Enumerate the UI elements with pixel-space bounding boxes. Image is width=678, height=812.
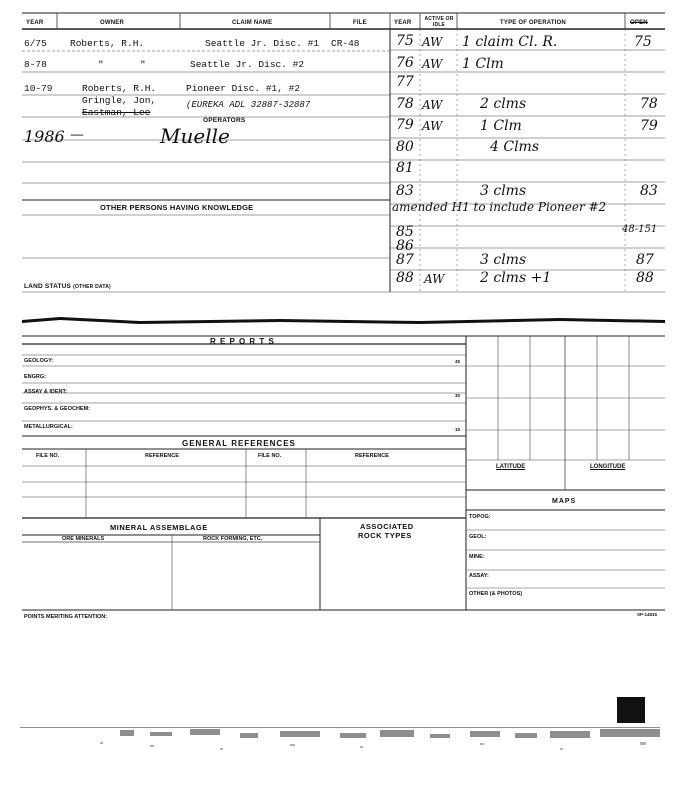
log-year-77: 77 [396, 74, 414, 90]
operators-label: OPERATORS [203, 117, 246, 124]
land-status-label [24, 283, 111, 290]
points-meriting-attention: POINTS MERITING ATTENTION: [24, 614, 108, 620]
general-refs-file-no-2: FILE NO. [258, 453, 282, 459]
owner-name-3: Roberts, R.H. [82, 83, 157, 94]
log-op-88: 2 clms +1 [480, 270, 552, 286]
log-note-78: 78 [640, 96, 658, 112]
header-owner: OWNER [100, 20, 124, 26]
log-op-78: 2 clms [480, 96, 527, 112]
claim-name-1: Seattle Jr. Disc. #1 [205, 38, 320, 49]
reports-engrg: ENGRG: [24, 374, 46, 380]
land-status-title: LAND STATUS [24, 283, 72, 290]
log-status-88: AW [424, 272, 445, 286]
header-year: YEAR [26, 20, 44, 26]
claim-name-2: Seattle Jr. Disc. #2 [190, 59, 305, 70]
log-year-86: 86 [396, 238, 414, 254]
header-file: FILE [353, 20, 367, 26]
reports-geophys: GEOPHYS. & GEOCHEM: [24, 406, 91, 412]
reports-geology-num: 45 [455, 359, 461, 364]
header-type-of-operation: TYPE OF OPERATION [500, 20, 566, 26]
log-year-85: 85 [396, 224, 414, 240]
form-number: SP-14815 [637, 612, 658, 617]
header-open: OPEN [630, 20, 648, 26]
land-status-sub: (OTHER DATA) [73, 284, 111, 290]
header-year-2: YEAR [394, 20, 412, 26]
log-year-87: 87 [396, 252, 414, 268]
log-year-75: 75 [396, 33, 414, 49]
owner-extra-1: Gringle, Jon, [82, 95, 157, 106]
log-note-88: 88 [636, 270, 654, 286]
maps-geol: GEOL: [469, 534, 487, 540]
log-note-85: 48-151 [622, 224, 658, 235]
log-status-79: AW [422, 119, 443, 133]
log-status-76: AW [422, 57, 443, 71]
owner-year-1: 6/75 [24, 38, 47, 49]
operator-dash: — [70, 127, 84, 143]
reports-title: R E P O R T S [210, 337, 275, 346]
log-year-83: 83 [396, 183, 414, 199]
operator-name: Muelle [160, 124, 230, 148]
reports-geology: GEOLOGY: [24, 358, 54, 364]
eureka-note: (EUREKA ADL 32887-32887 [186, 100, 311, 110]
log-year-80: 80 [396, 139, 414, 155]
file-1: CR-48 [331, 38, 360, 49]
owner-extra-2: Eastman, Lee [82, 107, 151, 118]
maps-mine: MINE: [469, 554, 485, 560]
maps-other: OTHER (& PHOTOS) [469, 591, 523, 597]
longitude-label: LONGITUDE [590, 464, 626, 470]
log-op-76: 1 Clm [462, 56, 504, 72]
owner-name-2: " [98, 59, 104, 70]
log-note-79: 79 [640, 118, 658, 134]
general-refs-reference: REFERENCE [145, 453, 179, 459]
log-status-75: AW [422, 35, 443, 49]
reports-metallurgical-num: 15 [455, 427, 461, 432]
log-year-76: 76 [396, 55, 414, 71]
maps-topog: TOPOG: [469, 514, 491, 520]
owner-year-3: 10-79 [24, 83, 53, 94]
reports-assay: ASSAY & IDENT: [24, 389, 68, 395]
associated-rock-1: ASSOCIATED [360, 522, 414, 531]
log-note-75: 75 [634, 34, 652, 50]
latitude-label: LATITUDE [496, 464, 526, 470]
general-refs-title: GENERAL REFERENCES [182, 439, 296, 448]
log-year-81: 81 [396, 160, 414, 176]
owner-year-2: 8-78 [24, 59, 47, 70]
log-note-87: 87 [636, 252, 654, 268]
log-op-83: 3 clms [480, 183, 527, 199]
reports-assay-num: 30 [455, 393, 461, 398]
log-op-79: 1 Clm [480, 118, 522, 134]
ore-minerals-label: ORE MINERALS [62, 536, 105, 542]
maps-assay: ASSAY: [469, 573, 489, 579]
log-status-78: AW [422, 98, 443, 112]
reports-metallurgical: METALLURGICAL: [24, 424, 73, 430]
header-active-idle: ACTIVE OR IDLE [424, 16, 454, 28]
log-year-88: 88 [396, 270, 414, 286]
other-persons-label: OTHER PERSONS HAVING KNOWLEDGE [100, 203, 254, 212]
maps-title: MAPS [552, 498, 577, 505]
amended-note: amended H1 to include Pioneer #2 [392, 200, 607, 214]
log-year-79: 79 [396, 117, 414, 133]
owner-name-1: Roberts, R.H. [70, 38, 145, 49]
log-op-80: 4 Clms [490, 139, 540, 155]
header-claim-name: CLAIM NAME [232, 20, 273, 26]
general-refs-file-no: FILE NO. [36, 453, 60, 459]
mineral-assemblage-title: MINERAL ASSEMBLAGE [110, 523, 208, 532]
associated-rock-2: ROCK TYPES [358, 531, 412, 540]
owner-ditto-2: " [140, 59, 146, 70]
rock-forming-label: ROCK FORMING, ETC. [203, 536, 263, 542]
log-note-83: 83 [640, 183, 658, 199]
operator-year: 1986 [24, 127, 65, 146]
log-op-75: 1 claim Cl. R. [462, 34, 558, 50]
claim-name-3: Pioneer Disc. #1, #2 [186, 83, 301, 94]
general-refs-reference-2: REFERENCE [355, 453, 389, 459]
log-op-87: 3 clms [480, 252, 527, 268]
log-year-78: 78 [396, 96, 414, 112]
